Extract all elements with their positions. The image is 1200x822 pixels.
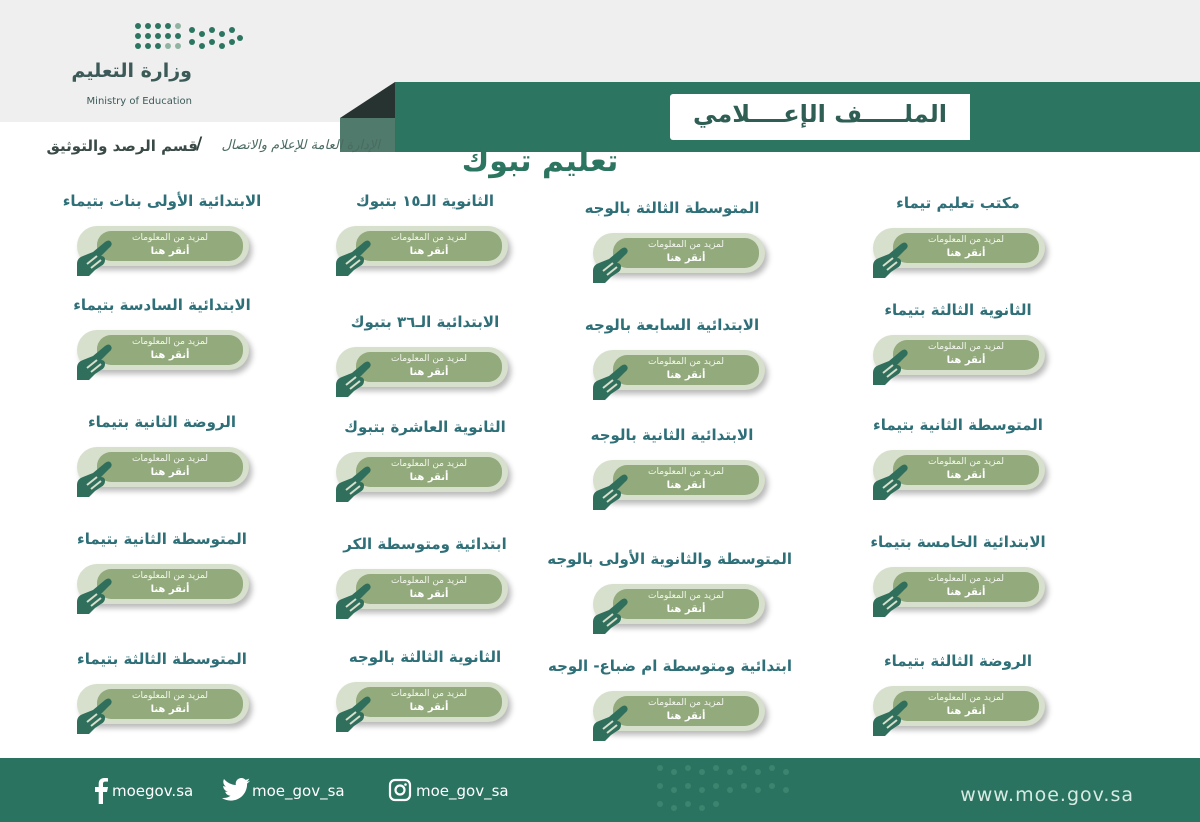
more-info-text: لمزيد من المعلومات <box>132 571 208 581</box>
school-name: ابتدائية ومتوسطة الكر <box>343 535 507 553</box>
school-card <box>305 535 545 635</box>
school-card <box>42 650 282 750</box>
hand-pointer-icon <box>73 238 117 278</box>
more-info-button-face <box>97 452 243 482</box>
footer-dots-decor <box>640 758 940 822</box>
more-info-button[interactable] <box>873 450 1045 490</box>
hand-pointer-icon <box>589 472 633 512</box>
click-here-text: أنقر هنا <box>409 246 449 257</box>
school-card <box>838 416 1078 516</box>
click-here-text: أنقر هنا <box>946 248 986 259</box>
twitter-icon[interactable] <box>222 778 250 802</box>
click-here-text: أنقر هنا <box>150 584 190 595</box>
click-here-text: أنقر هنا <box>946 355 986 366</box>
school-card <box>42 530 282 630</box>
more-info-button-face <box>893 340 1039 370</box>
school-card <box>42 296 282 396</box>
more-info-text: لمزيد من المعلومات <box>132 691 208 701</box>
more-info-text: لمزيد من المعلومات <box>648 591 724 601</box>
school-card <box>305 192 545 292</box>
hand-pointer-icon <box>589 362 633 402</box>
ministry-name-en: Ministry of Education <box>86 96 192 107</box>
school-name: الابتدائية السادسة بتيماء <box>73 296 251 314</box>
school-name: الثانوية الـ١٥ بتبوك <box>356 192 494 210</box>
department-name: الإدارة العامة للإعلام والاتصال <box>221 138 380 153</box>
school-name: الابتدائية الأولى بنات بتيماء <box>62 192 262 210</box>
hand-pointer-icon <box>589 245 633 285</box>
school-name: الابتدائية الثانية بالوجه <box>590 426 754 444</box>
more-info-text: لمزيد من المعلومات <box>648 467 724 477</box>
instagram-handle[interactable]: moe_gov_sa <box>416 782 509 800</box>
more-info-text: لمزيد من المعلومات <box>391 576 467 586</box>
more-info-button-face <box>356 231 502 261</box>
more-info-text: لمزيد من المعلومات <box>928 342 1004 352</box>
click-here-text: أنقر هنا <box>409 367 449 378</box>
school-name: الروضة الثالثة بتيماء <box>883 652 1033 670</box>
click-here-text: أنقر هنا <box>150 350 190 361</box>
school-card <box>552 426 792 526</box>
more-info-button-face <box>97 569 243 599</box>
school-name: الروضة الثانية بتيماء <box>87 413 237 431</box>
school-card <box>305 648 545 748</box>
school-card <box>547 550 792 650</box>
click-here-text: أنقر هنا <box>409 472 449 483</box>
school-card <box>552 199 792 299</box>
more-info-text: لمزيد من المعلومات <box>928 574 1004 584</box>
school-name: الثانوية الثالثة بالوجه <box>348 648 502 666</box>
page-title: تعليم تبوك <box>461 144 619 179</box>
hand-pointer-icon <box>589 596 633 636</box>
more-info-button[interactable] <box>873 335 1045 375</box>
more-info-button[interactable] <box>77 226 249 266</box>
instagram-icon[interactable] <box>388 778 412 802</box>
click-here-text: أنقر هنا <box>946 470 986 481</box>
more-info-button-face <box>613 696 759 726</box>
school-name: المتوسطة الثانية بتيماء <box>873 416 1043 434</box>
logo-dots-icon <box>132 20 244 54</box>
click-here-text: أنقر هنا <box>409 702 449 713</box>
department-separator: / <box>196 134 203 154</box>
school-name: الثانوية الثالثة بتيماء <box>884 301 1032 319</box>
click-here-text: أنقر هنا <box>150 246 190 257</box>
more-info-button[interactable] <box>336 569 508 609</box>
more-info-button-face <box>356 574 502 604</box>
hand-pointer-icon <box>332 359 376 399</box>
click-here-text: أنقر هنا <box>946 706 986 717</box>
hand-pointer-icon <box>869 462 913 502</box>
more-info-text: لمزيد من المعلومات <box>648 698 724 708</box>
more-info-button-face <box>356 457 502 487</box>
more-info-button-face <box>97 231 243 261</box>
more-info-button[interactable] <box>873 567 1045 607</box>
ministry-name-ar: وزارة التعليم <box>71 60 192 82</box>
school-name: الابتدائية السابعة بالوجه <box>584 316 760 334</box>
school-name: الابتدائية الـ٣٦ بتبوك <box>350 313 500 331</box>
school-card <box>305 418 545 518</box>
more-info-button[interactable] <box>593 350 765 390</box>
school-name: المتوسطة الثالثة بالوجه <box>584 199 760 217</box>
hand-pointer-icon <box>869 579 913 619</box>
school-name: الثانوية العاشرة بتبوك <box>344 418 506 436</box>
more-info-button[interactable] <box>593 233 765 273</box>
more-info-button-face <box>893 455 1039 485</box>
click-here-text: أنقر هنا <box>666 480 706 491</box>
hand-pointer-icon <box>332 581 376 621</box>
more-info-text: لمزيد من المعلومات <box>928 693 1004 703</box>
click-here-text: أنقر هنا <box>946 587 986 598</box>
twitter-handle[interactable]: moe_gov_sa <box>252 782 345 800</box>
more-info-text: لمزيد من المعلومات <box>391 459 467 469</box>
more-info-button[interactable] <box>77 447 249 487</box>
school-name: المتوسطة الثالثة بتيماء <box>77 650 247 668</box>
website-url[interactable]: www.moe.gov.sa <box>960 784 1134 806</box>
more-info-button[interactable] <box>77 330 249 370</box>
more-info-button[interactable] <box>593 691 765 731</box>
more-info-button-face <box>893 233 1039 263</box>
click-here-text: أنقر هنا <box>666 370 706 381</box>
more-info-button-face <box>356 352 502 382</box>
school-name: الابتدائية الخامسة بتيماء <box>870 533 1046 551</box>
click-here-text: أنقر هنا <box>666 604 706 615</box>
school-name: المتوسطة الثانية بتيماء <box>77 530 247 548</box>
hand-pointer-icon <box>869 698 913 738</box>
more-info-button[interactable] <box>77 684 249 724</box>
click-here-text: أنقر هنا <box>150 467 190 478</box>
more-info-button[interactable] <box>593 460 765 500</box>
more-info-button-face <box>97 689 243 719</box>
hand-pointer-icon <box>869 347 913 387</box>
more-info-button-face <box>356 687 502 717</box>
hand-pointer-icon <box>869 240 913 280</box>
school-card <box>838 652 1078 752</box>
more-info-text: لمزيد من المعلومات <box>391 689 467 699</box>
more-info-button[interactable] <box>336 452 508 492</box>
school-name: المتوسطة والثانوية الأولى بالوجه <box>547 550 792 568</box>
more-info-text: لمزيد من المعلومات <box>928 235 1004 245</box>
more-info-button-face <box>893 691 1039 721</box>
more-info-text: لمزيد من المعلومات <box>132 233 208 243</box>
click-here-text: أنقر هنا <box>409 589 449 600</box>
school-card <box>548 657 792 757</box>
hand-pointer-icon <box>332 238 376 278</box>
school-name: مكتب تعليم تيماء <box>896 194 1020 212</box>
header-title: الملـــــف الإعــــلامي <box>693 100 947 128</box>
facebook-icon[interactable] <box>94 778 108 804</box>
hand-pointer-icon <box>332 464 376 504</box>
click-here-text: أنقر هنا <box>150 704 190 715</box>
school-card <box>42 192 282 292</box>
hand-pointer-icon <box>73 576 117 616</box>
more-info-button[interactable] <box>77 564 249 604</box>
more-info-button[interactable] <box>873 228 1045 268</box>
facebook-handle[interactable]: moegov.sa <box>112 782 194 800</box>
hand-pointer-icon <box>73 342 117 382</box>
more-info-button[interactable] <box>593 584 765 624</box>
hand-pointer-icon <box>73 696 117 736</box>
more-info-button-face <box>893 572 1039 602</box>
more-info-text: لمزيد من المعلومات <box>391 354 467 364</box>
more-info-text: لمزيد من المعلومات <box>132 337 208 347</box>
more-info-text: لمزيد من المعلومات <box>648 240 724 250</box>
school-card <box>42 413 282 513</box>
ministry-logo[interactable] <box>60 16 250 111</box>
more-info-text: لمزيد من المعلومات <box>391 233 467 243</box>
more-info-button-face <box>97 335 243 365</box>
more-info-button-face <box>613 355 759 385</box>
school-card <box>552 316 792 416</box>
school-card <box>838 533 1078 633</box>
more-info-text: لمزيد من المعلومات <box>132 454 208 464</box>
more-info-button[interactable] <box>336 347 508 387</box>
more-info-button-face <box>613 238 759 268</box>
hand-pointer-icon <box>73 459 117 499</box>
hand-pointer-icon <box>589 703 633 743</box>
header-notch <box>340 82 395 118</box>
more-info-button-face <box>613 465 759 495</box>
department-unit: قسم الرصد والتوثيق <box>46 137 198 155</box>
more-info-button[interactable] <box>336 226 508 266</box>
hand-pointer-icon <box>332 694 376 734</box>
school-card <box>838 301 1078 401</box>
click-here-text: أنقر هنا <box>666 711 706 722</box>
click-here-text: أنقر هنا <box>666 253 706 264</box>
school-card <box>305 313 545 413</box>
school-card <box>838 194 1078 294</box>
school-name: ابتدائية ومتوسطة ام ضباع- الوجه <box>548 657 792 675</box>
more-info-text: لمزيد من المعلومات <box>648 357 724 367</box>
more-info-text: لمزيد من المعلومات <box>928 457 1004 467</box>
more-info-button[interactable] <box>873 686 1045 726</box>
more-info-button[interactable] <box>336 682 508 722</box>
more-info-button-face <box>613 589 759 619</box>
